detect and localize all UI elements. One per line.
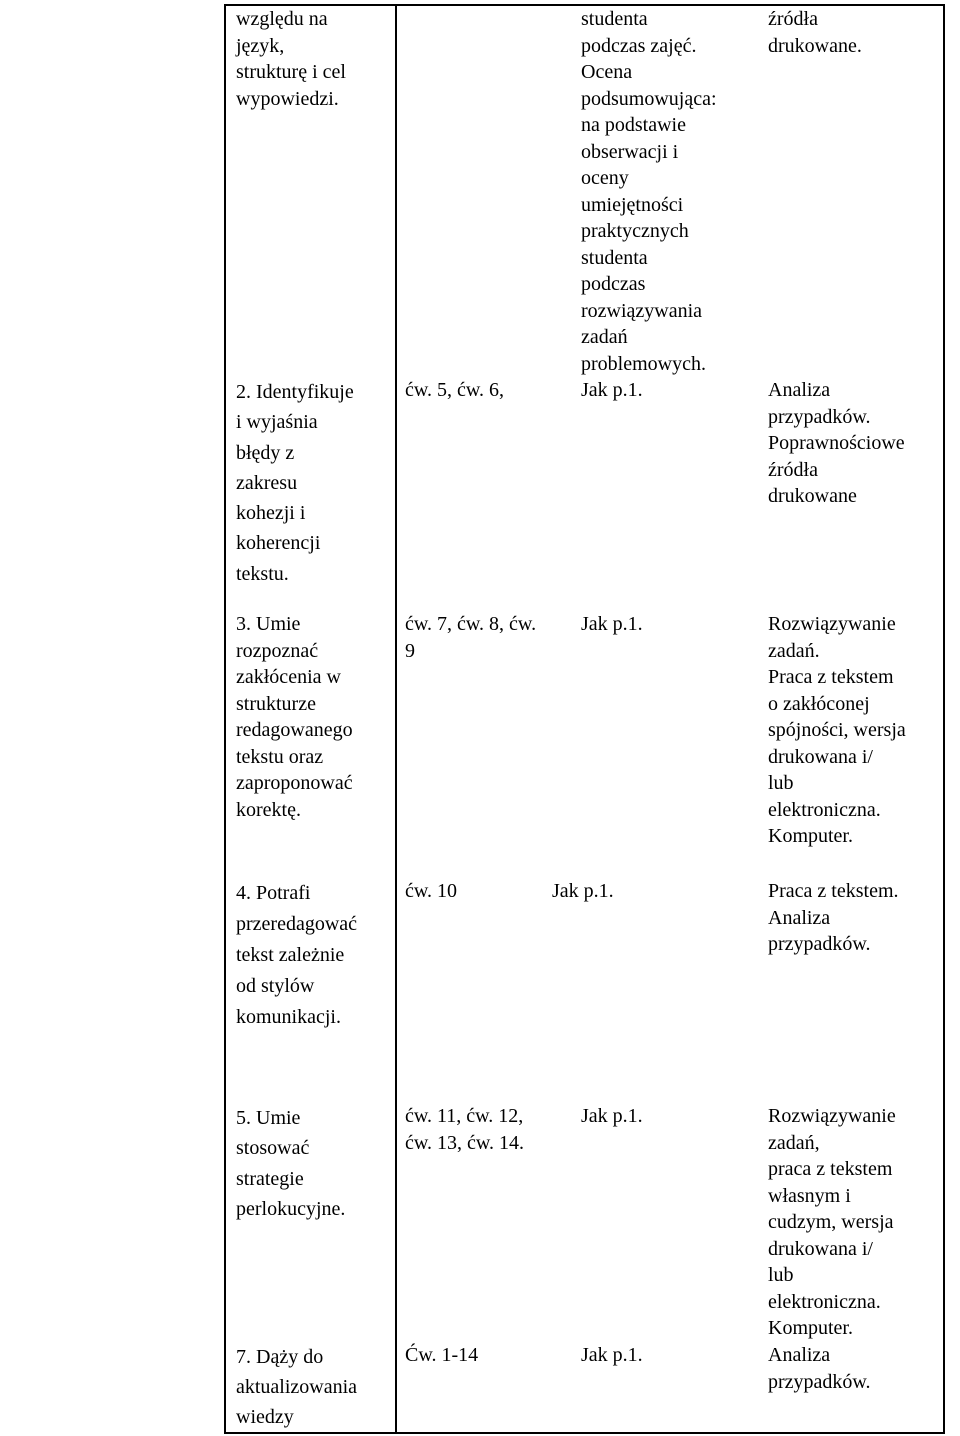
learning-effect-cell: 7. Dąży do aktualizowania wiedzy [236,1346,358,1428]
assessment-cell: Jak p.1. [581,1344,643,1366]
exercises-cell: ćw. 7, ćw. 8, ćw. 9 [405,613,537,662]
table-border-left [224,4,226,1434]
assessment-cell: Jak p.1. [552,880,614,902]
learning-effect-cell: 2. Identyfikuje i wyjaśnia błędy z zakresu kohezji i koherencji tekstu. [236,381,354,585]
exercises-cell: ćw. 10 [405,880,458,902]
assessment-cell: Jak p.1. [581,1105,643,1127]
methods-cell: Rozwiązywanie zadań, praca z tekstem własnym i cudzym, wersja drukowana i/ lub elektroniczna. Komputer. [768,1105,896,1339]
table-column-divider-1 [395,4,397,1434]
methods-cell: Analiza przypadków. Poprawnościowe źródła drukowane [768,379,905,507]
methods-cell: źródła drukowane. [768,8,862,57]
table-border-bottom [224,1432,945,1434]
methods-cell: Analiza przypadków. [768,1344,871,1393]
assessment-cell: studenta podczas zajęć. Ocena podsumowująca: na podstawie obserwacji i oceny umiejętności praktycznych studenta podczas rozwiązywania zadań problemowych. [581,8,717,375]
methods-cell: Praca z tekstem. Analiza przypadków. [768,880,899,955]
learning-effect-cell: 3. Umie rozpoznać zakłócenia w strukturze redagowanego tekstu oraz zaproponować korektę. [236,613,353,821]
learning-effect-cell: względu na język, strukturę i cel wypowiedzi. [236,8,346,110]
table-border-right [943,4,945,1434]
learning-effect-cell: 5. Umie stosować strategie perlokucyjne. [236,1107,346,1220]
exercises-cell: Ćw. 1-14 [405,1344,479,1366]
assessment-cell: Jak p.1. [581,379,643,401]
exercises-cell: ćw. 5, ćw. 6, [405,379,505,401]
assessment-cell: Jak p.1. [581,613,643,635]
methods-cell: Rozwiązywanie zadań. Praca z tekstem o zakłóconej spójności, wersja drukowana i/ lub elektroniczna. Komputer. [768,613,906,847]
learning-effect-cell: 4. Potrafi przeredagować tekst zależnie od stylów komunikacji. [236,882,358,1028]
exercises-cell: ćw. 11, ćw. 12, ćw. 13, ćw. 14. [405,1105,525,1154]
